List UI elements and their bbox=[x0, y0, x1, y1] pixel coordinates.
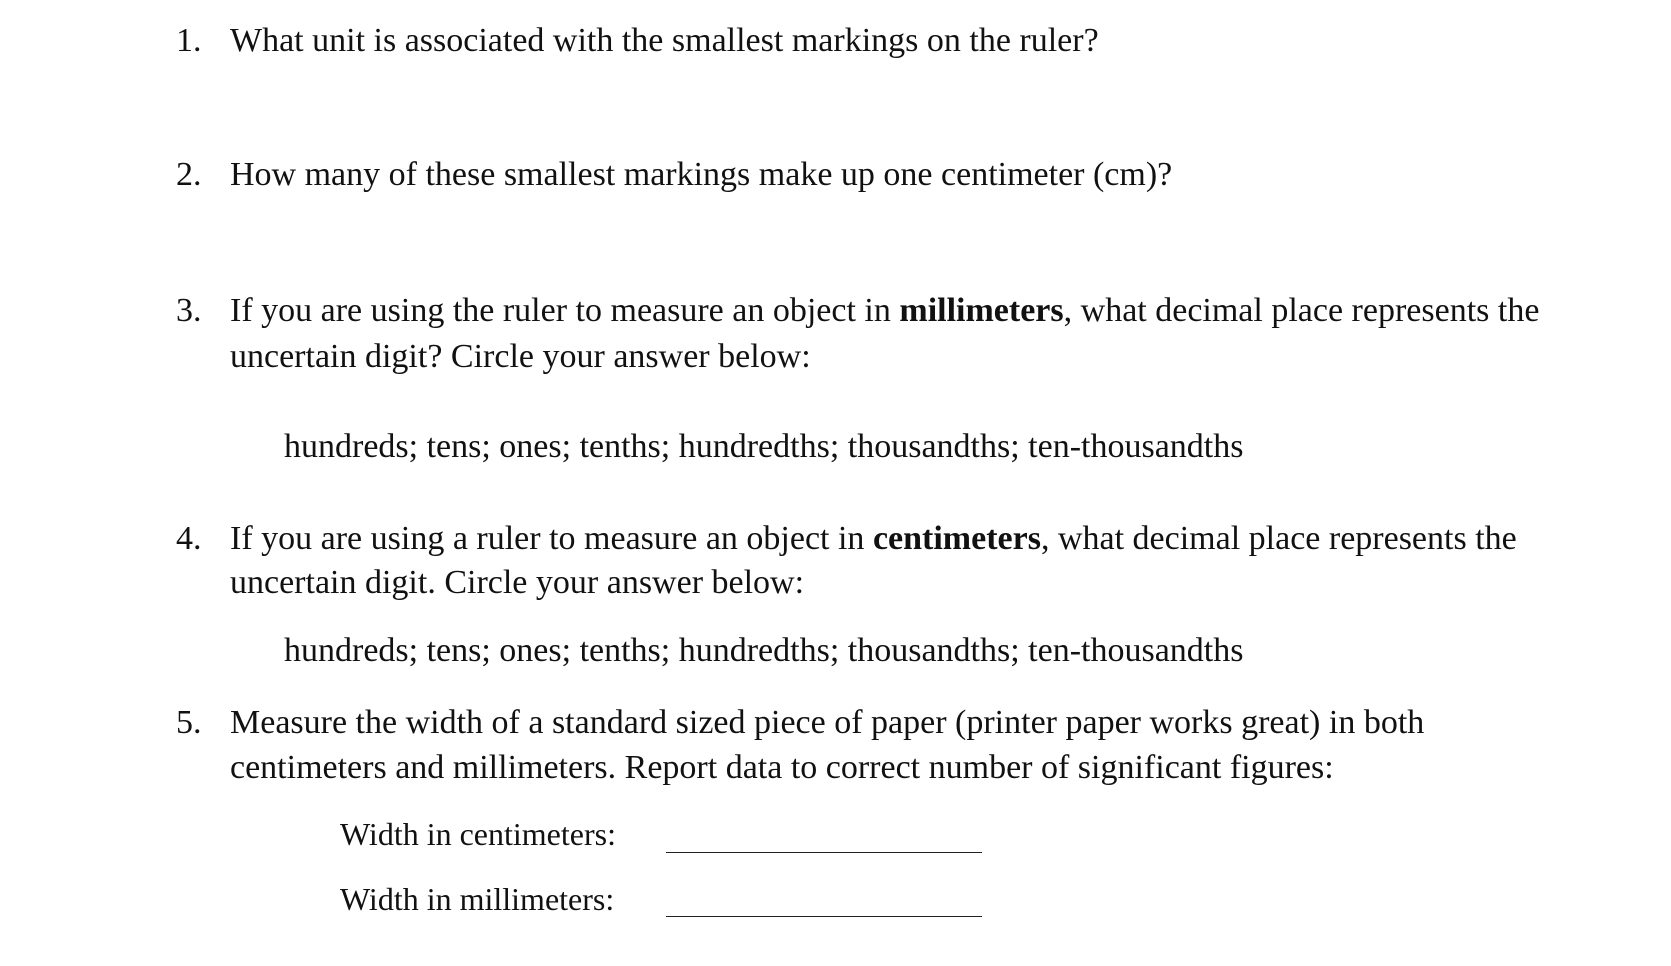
question-3-line-2: uncertain digit? Circle your answer below: bbox=[230, 338, 811, 375]
width-mm-label: Width in millimeters: bbox=[340, 881, 615, 917]
question-3-line-1-post: , what decimal place represents the bbox=[1063, 292, 1540, 329]
question-4-line-1-pre: If you are using a ruler to measure an object in bbox=[230, 520, 873, 557]
width-cm-label: Width in centimeters: bbox=[340, 816, 616, 852]
question-3-emphasis: millimeters bbox=[899, 292, 1064, 329]
question-2-number: 2. bbox=[176, 156, 202, 193]
width-mm-answer-line[interactable] bbox=[666, 886, 982, 917]
question-5-line-1: Measure the width of a standard sized piece of paper (printer paper works great) in both bbox=[230, 704, 1425, 741]
question-3-line-1-pre: If you are using the ruler to measure an object in bbox=[230, 292, 900, 329]
question-5-line-2: centimeters and millimeters. Report data to correct number of significant figures: bbox=[230, 749, 1334, 786]
question-3-number: 3. bbox=[176, 292, 202, 329]
question-4-line-1-post: , what decimal place represents the bbox=[1040, 520, 1517, 557]
question-4-choices[interactable]: hundreds; tens; ones; tenths; hundredths; thousandths; ten-thousandths bbox=[284, 632, 1244, 669]
question-4-number: 4. bbox=[176, 520, 202, 557]
width-cm-answer-line[interactable] bbox=[666, 822, 982, 853]
question-1-number: 1. bbox=[176, 22, 202, 59]
question-3-choices[interactable]: hundreds; tens; ones; tenths; hundredths; thousandths; ten-thousandths bbox=[284, 428, 1244, 465]
question-4-line-2: uncertain digit. Circle your answer below: bbox=[230, 564, 805, 601]
question-3-line-1 bbox=[230, 288, 1650, 334]
question-5-number: 5. bbox=[176, 704, 202, 741]
question-1-text: What unit is associated with the smallest markings on the ruler? bbox=[230, 22, 1099, 59]
question-4-emphasis: centimeters bbox=[872, 520, 1041, 557]
question-2-text: How many of these smallest markings make up one centimeter (cm)? bbox=[230, 156, 1173, 193]
question-4-line-1 bbox=[230, 516, 1650, 562]
